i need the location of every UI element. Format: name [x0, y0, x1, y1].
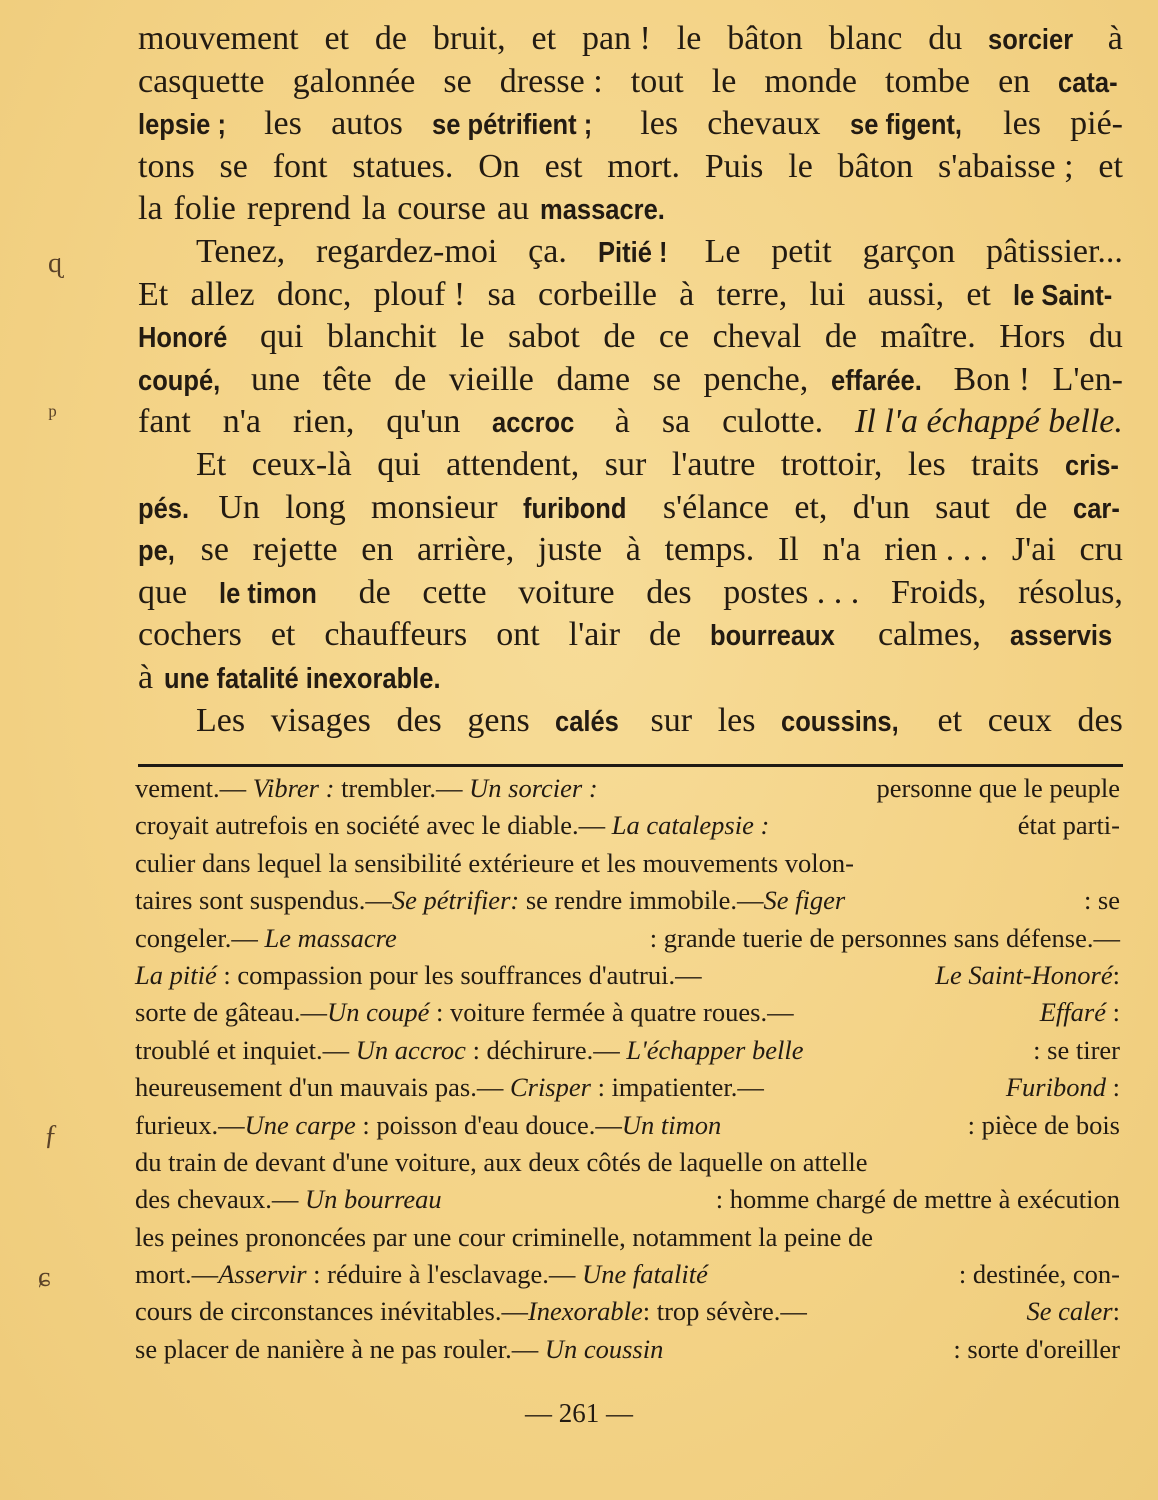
footnote-line: cours de circonstances inévitables.—Inexorable: trop sévère.— Se caler:	[135, 1296, 1120, 1327]
footnote-line: congeler.— Le massacre : grande tuerie de personnes sans défense.—	[135, 922, 1120, 953]
page-number: — 261 —	[525, 1398, 633, 1428]
text-line: cochers et chauffeurs ont l'air de bourreaux calmes, asservis	[138, 616, 1113, 654]
text-line: Les visages des gens calés sur les coussins, et ceux des	[196, 701, 1123, 739]
text-line: pés. Un long monsieur furibond s'élance et, d'un saut de car-	[138, 488, 1120, 526]
footnote-line: troublé et inquiet.— Un accroc : déchirure.— L'échapper belle : se tirer	[135, 1034, 1120, 1065]
text-line: Honoré qui blanchit le sabot de ce cheval de maître. Hors du	[138, 318, 1123, 356]
text-line: Et ceux-là qui attendent, sur l'autre trottoir, les traits cris-	[196, 445, 1119, 483]
footnote-line: La pitié : compassion pour les souffrances d'autrui.— Le Saint-Honoré:	[135, 959, 1120, 990]
margin-mark: ɋ	[48, 248, 62, 279]
text-line: Et allez donc, plouf ! sa corbeille à terre, lui aussi, et le Saint-	[138, 275, 1113, 313]
text-line: pe, se rejette en arrière, juste à temps. Il n'a rien . . . J'ai cru	[138, 531, 1123, 569]
margin-mark: ɕ	[38, 1262, 51, 1293]
footnote-line: du train de devant d'une voiture, aux deux côtés de laquelle on attelle	[135, 1146, 868, 1177]
main-text	[138, 18, 1123, 742]
footnote-line: des chevaux.— Un bourreau : homme chargé de mettre à exécution	[135, 1184, 1120, 1215]
footnote-line: furieux.—Une carpe : poisson d'eau douce.—Un timon : pièce de bois	[135, 1109, 1120, 1140]
text-line: la folie reprend la course au massacre.	[138, 190, 665, 228]
text-line: tons se font statues. On est mort. Puis le bâton s'abaisse ; et	[138, 147, 1123, 185]
footnote-line: les peines prononcées par une cour criminelle, notamment la peine de	[135, 1221, 874, 1252]
footnotes	[135, 770, 1120, 1368]
footnote-divider	[138, 764, 1123, 767]
footnote-line: mort.—Asservir : réduire à l'esclavage.— Une fatalité : destinée, con-	[135, 1259, 1120, 1290]
text-line: que le timon de cette voiture des postes . . . Froids, résolus,	[138, 573, 1123, 611]
footnote-line: heureusement d'un mauvais pas.— Crisper : impatienter.— Furibond :	[135, 1072, 1120, 1103]
footnote-line: culier dans lequel la sensibilité extérieure et les mouvements volon-	[135, 847, 854, 878]
footnote-line: se placer de nanière à ne pas rouler.— Un coussin : sorte d'oreiller	[135, 1333, 1120, 1364]
text-line: Tenez, regardez-moi ça. Pitié ! Le petit garçon pâtissier...	[196, 232, 1123, 270]
text-line: fant n'a rien, qu'un accroc à sa culotte. Il l'a échappé belle.	[138, 403, 1123, 441]
footnote-line: vement.— Vibrer : trembler.— Un sorcier : personne que le peuple	[135, 773, 1120, 803]
text-line: lepsie ; les autos se pétrifient ; les chevaux se figent, les pié-	[138, 105, 1123, 143]
text-line: coupé, une tête de vieille dame se penche, effarée. Bon ! L'en-	[138, 360, 1123, 398]
footnote-line: sorte de gâteau.—Un coupé : voiture fermée à quatre roues.— Effaré :	[135, 997, 1120, 1028]
text-line: à une fatalité inexorable.	[138, 658, 441, 696]
footnote-line: croyait autrefois en société avec le diable.— La catalepsie : état parti-	[135, 810, 1120, 841]
margin-mark: ƒ	[44, 1120, 58, 1151]
text-line: casquette galonnée se dresse : tout le monde tombe en cata-	[138, 62, 1118, 100]
text-line: mouvement et de bruit, et pan ! le bâton blanc du sorcier à	[138, 20, 1123, 57]
footnote-line: taires sont suspendus.—Se pétrifier: se rendre immobile.—Se figer : se	[135, 885, 1120, 916]
margin-mark: ᵖ	[48, 400, 57, 431]
